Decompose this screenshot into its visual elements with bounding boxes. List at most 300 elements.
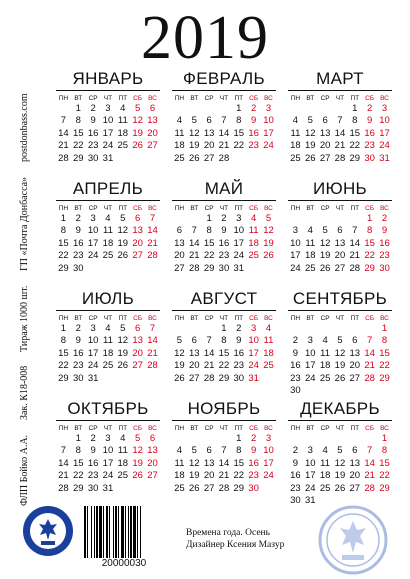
day-cell: 21 xyxy=(334,140,346,152)
week-row xyxy=(288,483,392,495)
day-cell: 3 xyxy=(265,103,272,114)
day-cell: 11 xyxy=(263,335,274,347)
day-cell: 30 xyxy=(218,262,230,274)
day-cell: 20 xyxy=(203,470,215,482)
day-cell: 10 xyxy=(379,115,390,127)
day-cell: 12 xyxy=(117,225,129,237)
day-cell: 17 xyxy=(87,347,99,359)
day-cell xyxy=(115,373,130,385)
day-cell: 30 xyxy=(290,495,301,507)
day-cell: 12 xyxy=(304,127,316,139)
day-cell: 2 xyxy=(75,213,81,224)
weekday-label: ВТ xyxy=(190,425,199,432)
day-cell: 17 xyxy=(87,237,99,249)
day-cell: 14 xyxy=(364,347,375,359)
day-cell: 11 xyxy=(174,457,185,469)
month-underline xyxy=(288,200,392,201)
day-cell: 21 xyxy=(58,470,69,482)
weekday-header xyxy=(172,424,276,433)
week-row xyxy=(56,115,160,127)
day-cell: 14 xyxy=(147,225,158,237)
day-cell: 29 xyxy=(72,152,84,164)
day-cell xyxy=(172,433,187,445)
barcode-bar xyxy=(125,506,126,558)
week-row xyxy=(56,483,160,495)
week-row xyxy=(172,128,276,140)
day-cell xyxy=(145,483,160,495)
sidebar-company: ГП «Почта Донбасса» xyxy=(19,176,30,271)
day-cell: 26 xyxy=(319,262,331,274)
day-cell: 24 xyxy=(379,140,390,152)
day-cell: 27 xyxy=(174,262,185,274)
day-cell: 6 xyxy=(176,225,183,237)
day-cell: 26 xyxy=(132,140,143,152)
week-row xyxy=(56,238,160,250)
day-cell: 15 xyxy=(233,457,245,469)
day-cell: 29 xyxy=(233,482,245,494)
month-name: АВГУСТ xyxy=(190,289,258,308)
weekday-label: ВТ xyxy=(306,205,315,212)
day-cell: 5 xyxy=(191,445,197,457)
day-cell xyxy=(318,433,333,445)
day-cell: 31 xyxy=(379,152,390,164)
day-cell: 14 xyxy=(147,335,158,347)
day-cell xyxy=(172,213,187,225)
day-cell: 18 xyxy=(102,347,114,359)
day-cell: 4 xyxy=(176,445,183,457)
month-name: ЯНВАРЬ xyxy=(72,69,144,88)
weekday-label: ЧТ xyxy=(219,315,229,322)
day-cell: 6 xyxy=(134,323,141,334)
day-cell: 17 xyxy=(290,250,301,262)
day-cell: 22 xyxy=(379,470,390,482)
weekday-label: ПТ xyxy=(350,205,360,212)
weekday-label: СР xyxy=(320,425,330,432)
weekday-label: ВС xyxy=(380,425,389,432)
week-row xyxy=(172,213,276,225)
week-row xyxy=(172,458,276,470)
day-cell: 2 xyxy=(236,323,242,334)
day-cell xyxy=(187,103,202,115)
weekday-label: ПН xyxy=(58,425,69,432)
day-cell: 25 xyxy=(248,250,259,262)
day-cell xyxy=(187,213,202,225)
week-row xyxy=(56,323,160,335)
day-cell: 30 xyxy=(364,152,375,164)
day-cell: 21 xyxy=(349,250,361,262)
weekday-label: СР xyxy=(204,205,214,212)
day-cell: 20 xyxy=(188,360,200,372)
day-cell: 4 xyxy=(322,335,328,347)
day-cell: 14 xyxy=(58,127,69,139)
day-cell: 23 xyxy=(379,250,390,262)
weekday-label: ПТ xyxy=(350,315,360,322)
day-cell: 4 xyxy=(307,225,313,237)
day-cell: 7 xyxy=(191,225,197,237)
day-cell: 15 xyxy=(58,347,69,359)
day-cell: 15 xyxy=(72,127,84,139)
day-cell xyxy=(101,373,116,385)
day-cell: 10 xyxy=(290,237,301,249)
day-cell: 21 xyxy=(203,360,215,372)
week-row xyxy=(288,360,392,372)
month-underline xyxy=(56,420,160,421)
weekday-label: СР xyxy=(204,95,214,102)
weekday-label: СР xyxy=(88,205,98,212)
weekday-label: ЧТ xyxy=(103,205,113,212)
day-cell xyxy=(261,373,276,385)
day-cell xyxy=(172,323,187,335)
week-row xyxy=(172,360,276,372)
day-cell: 13 xyxy=(147,115,158,127)
day-cell: 31 xyxy=(248,372,259,384)
day-cell: 21 xyxy=(188,250,200,262)
month-underline xyxy=(288,420,392,421)
month-block xyxy=(288,180,392,280)
day-cell: 23 xyxy=(248,140,259,152)
day-cell: 5 xyxy=(120,323,126,334)
weekday-label: ПН xyxy=(174,315,185,322)
day-cell: 11 xyxy=(117,115,128,127)
day-cell: 25 xyxy=(174,482,185,494)
day-cell: 9 xyxy=(292,457,299,469)
day-cell: 19 xyxy=(334,470,346,482)
day-cell xyxy=(347,433,362,445)
month-underline xyxy=(56,200,160,201)
day-cell: 16 xyxy=(379,237,390,249)
day-cell: 5 xyxy=(134,433,141,444)
day-cell: 2 xyxy=(250,103,257,114)
day-cell: 14 xyxy=(334,127,346,139)
day-cell: 19 xyxy=(319,250,331,262)
week-row xyxy=(172,323,276,335)
day-cell: 19 xyxy=(263,237,274,249)
sidebar-publisher: ФЛП Бойко А.А. xyxy=(19,434,30,506)
month-underline xyxy=(56,310,160,311)
day-cell: 2 xyxy=(90,103,96,114)
day-cell xyxy=(303,213,318,225)
day-cell: 30 xyxy=(379,262,390,274)
day-cell xyxy=(318,323,333,335)
week-row xyxy=(288,348,392,360)
weekday-label: ПН xyxy=(290,425,301,432)
day-cell: 16 xyxy=(218,237,230,249)
weekday-label: СБ xyxy=(133,315,143,322)
barcode-bar xyxy=(99,506,102,558)
day-cell: 25 xyxy=(102,360,114,372)
day-cell: 23 xyxy=(87,140,99,152)
barcode-bar xyxy=(103,506,104,558)
month-underline xyxy=(172,420,276,421)
week-row xyxy=(56,348,160,360)
day-cell: 15 xyxy=(349,127,361,139)
day-cell: 25 xyxy=(117,470,129,482)
sidebar-website: postdonbass.com xyxy=(19,93,30,163)
day-cell: 27 xyxy=(349,482,361,494)
month-block xyxy=(288,70,392,170)
weekday-label: ВТ xyxy=(74,205,83,212)
weekday-label: ВС xyxy=(380,205,389,212)
month-block xyxy=(172,70,276,170)
week-row xyxy=(172,225,276,237)
day-cell: 3 xyxy=(292,225,299,237)
weekday-header xyxy=(172,94,276,103)
day-cell: 25 xyxy=(263,360,274,372)
day-cell xyxy=(202,323,217,335)
weekday-label: ПТ xyxy=(234,425,244,432)
day-cell: 25 xyxy=(102,250,114,262)
day-cell: 3 xyxy=(307,445,313,457)
month-name: ФЕВРАЛЬ xyxy=(183,69,265,88)
day-cell: 24 xyxy=(233,250,245,262)
day-cell xyxy=(261,153,276,165)
day-cell: 31 xyxy=(102,482,114,494)
day-cell: 9 xyxy=(90,115,96,127)
day-cell: 19 xyxy=(188,140,200,152)
day-cell xyxy=(318,213,333,225)
day-cell: 6 xyxy=(322,115,328,127)
day-cell: 4 xyxy=(292,115,299,127)
day-cell: 28 xyxy=(188,262,200,274)
day-cell: 9 xyxy=(90,445,96,457)
day-cell: 24 xyxy=(304,482,316,494)
barcode-bar xyxy=(121,506,124,558)
day-cell: 11 xyxy=(305,237,316,249)
day-cell: 8 xyxy=(206,225,212,237)
weekday-header xyxy=(172,314,276,323)
day-cell: 29 xyxy=(58,372,69,384)
day-cell: 15 xyxy=(379,457,390,469)
day-cell: 19 xyxy=(174,360,185,372)
day-cell xyxy=(202,103,217,115)
day-cell: 6 xyxy=(206,115,212,127)
day-cell: 8 xyxy=(221,335,227,347)
day-cell: 28 xyxy=(58,152,69,164)
day-cell: 4 xyxy=(265,323,272,334)
day-cell: 18 xyxy=(319,360,331,372)
day-cell: 8 xyxy=(381,445,388,457)
day-cell: 30 xyxy=(290,385,301,397)
weekday-label: ПТ xyxy=(234,315,244,322)
day-cell: 29 xyxy=(72,482,84,494)
day-cell: 8 xyxy=(60,335,67,347)
day-cell xyxy=(347,385,362,397)
day-cell: 22 xyxy=(203,250,215,262)
day-cell: 27 xyxy=(132,360,143,372)
day-cell: 18 xyxy=(102,237,114,249)
day-cell: 14 xyxy=(364,457,375,469)
day-cell: 3 xyxy=(90,323,96,334)
day-cell: 18 xyxy=(248,237,259,249)
day-cell: 16 xyxy=(87,127,99,139)
weekday-label: ПТ xyxy=(350,95,360,102)
day-cell xyxy=(318,103,333,115)
month-name: ИЮНЬ xyxy=(312,179,368,198)
week-row xyxy=(56,458,160,470)
day-cell: 14 xyxy=(218,457,230,469)
barcode-bar xyxy=(128,506,129,558)
day-cell: 7 xyxy=(206,335,212,347)
day-cell: 3 xyxy=(236,213,242,224)
day-cell: 26 xyxy=(304,152,316,164)
weekday-label: ПН xyxy=(290,95,301,102)
month-underline xyxy=(172,200,276,201)
day-cell xyxy=(145,373,160,385)
day-cell: 10 xyxy=(304,457,316,469)
weekday-label: ЧТ xyxy=(335,315,345,322)
day-cell: 24 xyxy=(87,250,99,262)
week-row xyxy=(288,153,392,165)
day-cell: 26 xyxy=(334,372,346,384)
day-cell: 8 xyxy=(236,115,242,127)
day-cell: 10 xyxy=(87,335,99,347)
day-cell: 26 xyxy=(188,152,200,164)
week-row xyxy=(56,225,160,237)
day-cell: 9 xyxy=(381,225,388,237)
day-cell xyxy=(217,103,232,115)
day-cell: 1 xyxy=(75,103,81,114)
day-cell: 19 xyxy=(132,127,143,139)
weekday-label: ВТ xyxy=(306,315,315,322)
day-cell: 20 xyxy=(132,347,143,359)
day-cell xyxy=(288,323,303,335)
day-cell: 7 xyxy=(366,445,373,457)
day-cell: 9 xyxy=(75,335,81,347)
day-cell: 26 xyxy=(117,250,129,262)
week-row xyxy=(288,373,392,385)
day-cell: 30 xyxy=(248,482,259,494)
weekday-label: СР xyxy=(88,95,98,102)
designer-credit: Дизайнер Ксения Мазур xyxy=(186,540,285,550)
day-cell: 1 xyxy=(60,213,67,224)
day-cell: 23 xyxy=(290,482,301,494)
day-cell: 21 xyxy=(364,470,375,482)
weekday-label: СР xyxy=(204,425,214,432)
day-cell: 9 xyxy=(75,225,81,237)
day-cell: 28 xyxy=(364,372,375,384)
weekday-label: ЧТ xyxy=(103,315,113,322)
week-row xyxy=(288,335,392,347)
day-cell: 29 xyxy=(218,372,230,384)
day-cell: 28 xyxy=(147,360,158,372)
week-row xyxy=(172,335,276,347)
week-row xyxy=(172,445,276,457)
day-cell: 31 xyxy=(87,372,99,384)
day-cell: 10 xyxy=(248,335,259,347)
month-name: СЕНТЯБРЬ xyxy=(292,289,388,308)
day-cell: 16 xyxy=(72,237,84,249)
day-cell: 14 xyxy=(58,457,69,469)
day-cell: 6 xyxy=(206,445,212,457)
day-cell: 10 xyxy=(263,445,274,457)
day-cell: 1 xyxy=(381,433,388,444)
day-cell: 15 xyxy=(58,237,69,249)
day-cell: 4 xyxy=(105,323,111,334)
day-cell: 10 xyxy=(263,115,274,127)
day-cell: 6 xyxy=(337,225,343,237)
weekday-label: ВС xyxy=(148,315,157,322)
day-cell xyxy=(130,373,145,385)
day-cell: 1 xyxy=(366,213,373,224)
day-cell: 16 xyxy=(290,470,301,482)
weekday-label: ВС xyxy=(148,425,157,432)
day-cell: 23 xyxy=(290,372,301,384)
weekday-label: СБ xyxy=(133,95,143,102)
day-cell xyxy=(115,263,130,275)
day-cell: 13 xyxy=(174,237,185,249)
day-cell: 22 xyxy=(364,250,375,262)
day-cell: 11 xyxy=(248,225,259,237)
day-cell: 28 xyxy=(218,152,230,164)
month-block xyxy=(56,290,160,390)
month-block xyxy=(172,400,276,500)
month-block xyxy=(172,290,276,390)
day-cell: 19 xyxy=(304,140,316,152)
day-cell: 21 xyxy=(218,470,230,482)
weekday-label: ПТ xyxy=(118,205,128,212)
week-row xyxy=(288,458,392,470)
day-cell: 5 xyxy=(265,213,272,224)
day-cell: 2 xyxy=(75,323,81,334)
day-cell xyxy=(347,213,362,225)
day-cell: 22 xyxy=(58,360,69,372)
barcode-bar xyxy=(87,506,88,558)
day-cell: 30 xyxy=(72,372,84,384)
month-name: ИЮЛЬ xyxy=(81,289,135,308)
day-cell xyxy=(246,263,261,275)
month-underline xyxy=(172,310,276,311)
day-cell: 8 xyxy=(236,445,242,457)
weekday-header xyxy=(56,424,160,433)
day-cell: 25 xyxy=(117,140,129,152)
weekday-label: СБ xyxy=(249,425,259,432)
week-row xyxy=(172,238,276,250)
day-cell xyxy=(333,433,348,445)
day-cell: 12 xyxy=(174,347,185,359)
series-title: Времена года. Осень xyxy=(186,528,270,538)
day-cell: 2 xyxy=(250,433,257,444)
day-cell: 12 xyxy=(132,115,143,127)
day-cell: 5 xyxy=(337,445,343,457)
day-cell: 9 xyxy=(250,115,257,127)
day-cell xyxy=(362,385,377,397)
day-cell xyxy=(362,323,377,335)
day-cell: 23 xyxy=(233,360,245,372)
day-cell: 5 xyxy=(322,225,328,237)
day-cell: 24 xyxy=(248,360,259,372)
day-cell: 16 xyxy=(72,347,84,359)
credits xyxy=(186,527,284,551)
year-title: 2019 xyxy=(141,4,269,72)
month-block xyxy=(288,289,392,397)
day-cell: 24 xyxy=(102,140,114,152)
day-cell: 2 xyxy=(292,445,299,457)
calendar-grid xyxy=(56,69,392,507)
barcode-bar xyxy=(96,506,98,558)
day-cell: 27 xyxy=(203,152,215,164)
weekday-label: ПН xyxy=(290,315,301,322)
week-row xyxy=(288,225,392,237)
weekday-label: ЧТ xyxy=(335,95,345,102)
weekday-header xyxy=(56,94,160,103)
day-cell: 27 xyxy=(132,250,143,262)
day-cell: 17 xyxy=(102,457,114,469)
day-cell: 19 xyxy=(188,470,200,482)
sidebar-circulation: Тираж 1000 шт. xyxy=(19,285,30,352)
day-cell: 6 xyxy=(149,103,156,114)
weekday-label: СР xyxy=(320,205,330,212)
day-cell: 14 xyxy=(218,127,230,139)
